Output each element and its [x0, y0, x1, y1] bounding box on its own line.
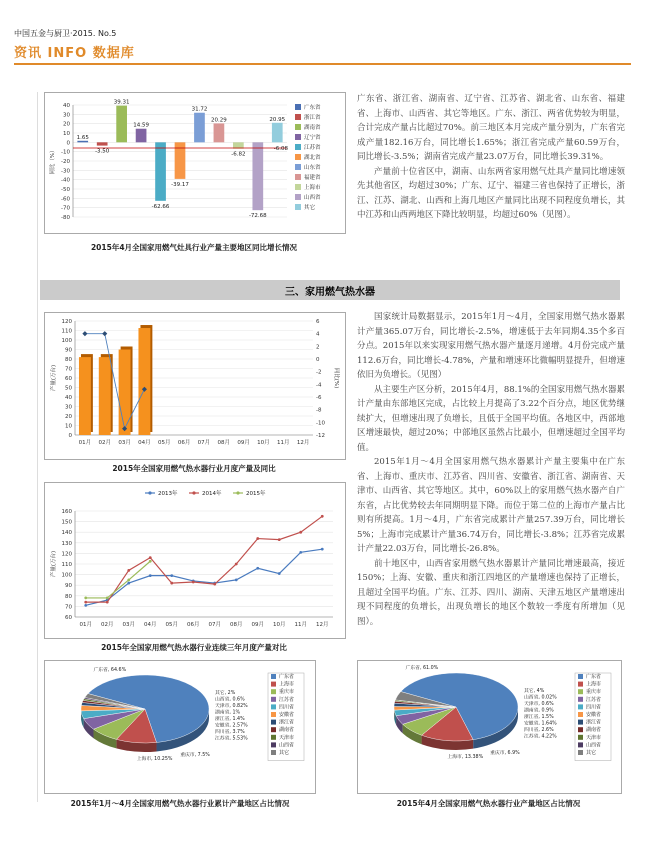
chart3-tick-label: 80	[65, 593, 72, 600]
chart2-right-tick-label: 4	[316, 331, 320, 338]
chart2-x-tick-label: 03月	[118, 440, 131, 446]
chart1-legend-label: 广东省	[304, 105, 321, 111]
header-rule	[14, 63, 631, 65]
chart2-x-tick-label: 06月	[177, 440, 191, 446]
chart3-x-tick-label: 06月	[187, 622, 200, 628]
chart2-bar	[119, 350, 131, 436]
chart5-legend-swatch	[578, 742, 583, 747]
chart4-legend-label: 湖南省	[279, 727, 295, 734]
chart3-legend-marker	[236, 491, 239, 494]
chart2-right-tick-label: -12	[316, 433, 325, 439]
chart1-tick-label: -40	[61, 177, 70, 184]
chart3-x-tick-label: 04月	[144, 622, 157, 628]
paragraph-4-text: 从主要生产区分析，2015年4月，88.1%的全国家用燃气热水器累计产量由东部地区完成，占比较上月提高了3.22个百分点，地区优势继续扩大，但增速出现了负增长，且低于全国平均值。各地区中，西部地区增速最快，超过20%；中部地区虽然占比最小，但增速超过全国平均值。	[357, 384, 625, 453]
chart3-x-tick-label: 02月	[101, 622, 114, 628]
chart3-point	[127, 579, 130, 582]
paragraph-1-text: 广东省、浙江省、湖南省、辽宁省、江苏省、湖北省、山东省、福建省、上海市、山西省、其它等地区。广东、浙江、两省优势较为明显，合计完成产量占比超过70%。前三地区本月完成产量分别为，广东省完成产量182.16万台，同比增长1.65%；浙江省完成产量60.59万台，同比增长-3.5%；湖南省完成产量23.07万台，同比增长39.31%。	[357, 94, 625, 162]
chart1-tick-label: 30	[63, 112, 70, 119]
chart5-legend-label: 重庆市	[586, 689, 602, 696]
chart2-tick-label: 110	[61, 328, 72, 335]
chart1-caption: 2015年4月全国家用燃气灶具行业产量主要地区同比增长情况	[90, 243, 298, 252]
chart2-tick-label: 20	[65, 414, 72, 420]
chart5-slice-label: 浙江省, 1.5%	[524, 715, 554, 721]
chart4-legend-label: 天津市	[279, 734, 295, 741]
chart3-point	[278, 538, 281, 541]
chart3-x-tick-label: 08月	[230, 622, 243, 628]
chart3-caption: 2015年全国家用燃气热水器行业连续三年月度产量对比	[101, 643, 287, 652]
chart3-point	[84, 601, 87, 604]
chart5-legend-label: 其它	[586, 750, 597, 756]
chart1-tick-label: 10	[63, 131, 70, 137]
chart4-legend-swatch	[271, 689, 276, 694]
chart5-slice-label: 重庆市, 6.9%	[490, 751, 520, 756]
chart2-tick-label: 30	[65, 404, 72, 411]
chart5-legend-swatch	[578, 674, 583, 679]
chart3-point	[127, 569, 130, 572]
section-title: 三、家用燃气热水器	[285, 287, 375, 298]
chart4-legend-label: 四川省	[279, 704, 295, 711]
chart5-legend-swatch	[578, 750, 583, 755]
chart4-slice-label: 山西省, 0.6%	[215, 697, 245, 703]
chart4-slice-label: 浙江省, 1.4%	[215, 717, 245, 723]
chart1-legend-label: 上海市	[304, 185, 321, 191]
chart3-point	[149, 574, 152, 577]
chart3-tick-label: 160	[61, 509, 72, 515]
chart1-value-label: -72.68	[248, 213, 267, 220]
chart1-tick-label: -70	[61, 205, 70, 212]
chart2-right-tick-label: 6	[316, 319, 320, 325]
chart5-legend-swatch	[578, 689, 583, 694]
chart1-bar	[97, 142, 108, 145]
paragraph-3-text: 国家统计局数据显示，2015年1月～4月，全国家用燃气热水器累计产量365.07万台，同比增长-2.5%，增速低于去年同期4.35个多百分点。2015年以来实现家用燃气热水器产量逐月递增。4月份完成产量112.6万台，同比增长-4.78%，产量和增速环比微幅明显提升，但增速依旧为负增长。（见图）	[357, 312, 625, 380]
chart4-caption: 2015年1月～4月全国家用燃气热水器行业累计产量地区占比情况	[70, 799, 290, 808]
chart1-tick-label: -10	[61, 149, 70, 156]
chart3-point	[299, 531, 302, 534]
chart5-slice-label: 四川省, 2.6%	[524, 728, 554, 734]
chart2-tick-label: 40	[65, 395, 72, 401]
chart1-bar	[136, 129, 147, 143]
chart5-legend-label: 四川省	[586, 704, 602, 711]
chart5-legend-swatch	[578, 704, 583, 709]
chart1-value-label: 39.31	[113, 99, 130, 106]
chart3-x-tick-label: 01月	[79, 622, 92, 628]
paragraph-2-text: 产量前十位省区中，湖南、山东两省家用燃气灶具产量同比增速领先其他省区，均超过30%；广东、辽宁、福建三省也保持了正增长，浙江、江苏、湖北、山西和上海几地区产量同比出现不同程度负增长，其中江苏和山西两地区下降比较明显，均超过60%（见图）。	[357, 166, 625, 220]
chart1-legend-label: 辽宁省	[304, 135, 321, 141]
chart3-series-line	[86, 549, 323, 605]
chart4-slice-label: 湖南省, 1%	[215, 710, 241, 716]
chart2-y-label: 产量(万台)	[51, 364, 57, 392]
chart1-value-label: 20.29	[211, 117, 227, 124]
chart4-legend-label: 广东省	[279, 674, 295, 680]
chart1-legend-label: 山西省	[304, 195, 321, 201]
chart5-slice-label: 安徽省, 1.64%	[524, 721, 557, 727]
chart1-legend-label: 江苏省	[304, 145, 321, 151]
chart3-point	[192, 581, 195, 584]
chart1-value-label: -39.17	[171, 181, 189, 188]
chart1-tick-label: 40	[63, 103, 70, 109]
chart1-legend-swatch	[295, 164, 301, 170]
chart4-legend-swatch	[271, 742, 276, 747]
chart5-legend-swatch	[578, 697, 583, 702]
paragraph-1	[357, 92, 625, 223]
chart3-tick-label: 140	[61, 530, 72, 537]
chart3-x-tick-label: 03月	[122, 622, 135, 628]
chart5-legend-swatch	[578, 720, 583, 725]
chart3-x-tick-label: 09月	[251, 622, 264, 628]
chart3-point	[149, 556, 152, 559]
chart1-legend-label: 其它	[304, 205, 316, 211]
chart3-point	[256, 537, 259, 540]
chart4-legend-swatch	[271, 712, 276, 717]
chart5-legend-label: 上海市	[586, 681, 602, 688]
chart3-x-tick-label: 05月	[165, 622, 178, 628]
chart4-slice-label: 江苏省, 5.53%	[215, 736, 248, 742]
chart2-x-tick-label: 11月	[277, 440, 290, 446]
chart5-legend-swatch	[578, 712, 583, 717]
chart3-point	[106, 601, 109, 604]
chart2-growth-point	[82, 331, 87, 336]
chart3-tick-label: 70	[65, 604, 72, 611]
chart1-bar	[155, 142, 166, 200]
margin-line	[37, 92, 38, 802]
chart3-tick-label: 150	[61, 519, 72, 526]
chart1-svg	[45, 93, 345, 233]
chart1-bar	[272, 123, 283, 143]
chart2-tick-label: 60	[65, 376, 72, 382]
chart5-slice-label: 广东省, 61.0%	[405, 666, 439, 671]
chart3-point	[321, 515, 324, 518]
chart4-legend-label: 其它	[279, 750, 290, 756]
chart2-svg	[45, 313, 345, 459]
chart1-bar	[252, 142, 263, 210]
chart1-value-label: 14.59	[133, 122, 149, 129]
chart3-point	[299, 551, 302, 554]
chart1-legend-label: 浙江省	[304, 115, 321, 121]
chart3-x-tick-label: 12月	[316, 622, 329, 628]
chart3-tick-label: 90	[65, 583, 72, 590]
chart4-legend-swatch	[271, 720, 276, 725]
chart1-value-label: 20.95	[269, 116, 286, 123]
chart1-legend-label: 湖北省	[304, 155, 321, 161]
section-bar	[40, 280, 620, 300]
chart3-point	[170, 582, 173, 585]
chart3-point	[213, 583, 216, 586]
chart5-legend-label: 安徽省	[586, 712, 602, 718]
chart2-right-tick-label: -10	[316, 420, 325, 427]
chart2-right-tick-label: -8	[316, 407, 322, 414]
chart1-value-label: -6.82	[231, 151, 246, 158]
chart1-bar	[214, 123, 225, 142]
chart3-panel	[44, 482, 346, 639]
chart3-tick-label: 130	[61, 540, 72, 547]
chart3-legend-label: 2013年	[158, 491, 178, 497]
chart1-panel	[44, 92, 346, 234]
paragraph-6-text: 前十地区中，山西省家用燃气热水器累计产量同比增速最高，接近150%；上海、安徽、重庆和浙江四地区的产量增速也保持了正增长，且超过全国平均值。广东、江苏、四川、湖南、天津五地区产量增速出现不同程度的负增长，出现负增长的地区个数较一季度有所增加（见图）。	[357, 558, 625, 627]
chart2-x-tick-label: 01月	[78, 440, 92, 446]
chart5-slice-label: 湖南省, 0.9%	[524, 708, 554, 714]
chart3-point	[235, 563, 238, 566]
chart1-tick-label: -30	[61, 168, 70, 175]
chart3-tick-label: 120	[61, 551, 72, 558]
chart3-legend-marker	[192, 491, 195, 494]
chart2-tick-label: 90	[65, 347, 72, 354]
chart1-value-label: 1.65	[76, 134, 89, 141]
chart1-legend-swatch	[295, 114, 301, 120]
chart2-right-tick-label: 0	[316, 357, 320, 363]
chart5-legend-label: 江苏省	[586, 696, 602, 703]
chart1-legend-label: 福建省	[304, 175, 321, 181]
chart1-legend-swatch	[295, 134, 301, 140]
chart4-legend-swatch	[271, 727, 276, 732]
chart4-legend-swatch	[271, 704, 276, 709]
chart4-slice-label: 四川省, 3.7%	[215, 730, 245, 736]
chart5-legend-swatch	[578, 682, 583, 687]
chart1-legend-swatch	[295, 204, 301, 210]
chart5-slice-label: 江苏省, 4.22%	[524, 734, 557, 740]
chart1-value-label: -3.50	[95, 148, 110, 155]
chart2-tick-label: 50	[65, 385, 72, 392]
chart2-tick-label: 80	[65, 357, 72, 363]
chart2-bar	[79, 357, 91, 435]
chart4-legend-label: 山西省	[279, 742, 295, 749]
chart2-tick-label: 120	[61, 319, 72, 325]
chart3-point	[321, 548, 324, 551]
chart1-legend-swatch	[295, 104, 301, 110]
chart3-legend-label: 2014年	[202, 491, 222, 497]
chart3-point	[149, 560, 152, 563]
chart1-legend-label: 山东省	[304, 165, 321, 171]
chart3-tick-label: 100	[61, 572, 72, 579]
chart3-svg	[45, 483, 345, 638]
chart4-legend-swatch	[271, 674, 276, 679]
chart5-slice-label: 上海市, 13.38%	[447, 755, 484, 760]
chart4-legend-label: 浙江省	[279, 719, 295, 726]
chart5-slice-label: 其它, 4%	[524, 689, 545, 695]
chart2-right-tick-label: -6	[316, 395, 322, 401]
chart2-x-tick-label: 02月	[98, 440, 111, 446]
chart3-y-label: 产量(万台)	[51, 550, 57, 578]
chart5-caption: 2015年4月全国家用燃气热水器行业产量地区占比情况	[396, 799, 581, 808]
chart1-tick-label: -60	[61, 196, 70, 203]
chart1-legend-label: 湖南省	[304, 125, 321, 131]
journal-header: 中国五金与厨卫·2015. No.5	[14, 29, 117, 38]
chart1-legend-swatch	[295, 154, 301, 160]
chart4-legend-swatch	[271, 682, 276, 687]
section-header: 资讯 INFO 数据库	[14, 46, 135, 61]
chart1-legend-swatch	[295, 174, 301, 180]
chart2-x-tick-label: 05月	[158, 440, 171, 446]
chart1-legend-swatch	[295, 184, 301, 190]
chart5-legend-label: 天津市	[586, 734, 602, 741]
chart5-legend-label: 山西省	[586, 742, 602, 749]
chart1-value-label: 31.72	[191, 106, 208, 113]
chart2-x-tick-label: 12月	[296, 440, 310, 446]
chart2-tick-label: 100	[61, 338, 72, 344]
chart2-growth-point	[102, 331, 107, 336]
chart3-x-tick-label: 07月	[208, 622, 221, 628]
chart3-point	[106, 597, 109, 600]
chart3-tick-label: 110	[61, 562, 72, 568]
chart5-slice-label: 天津市, 0.6%	[524, 702, 554, 708]
chart2-x-tick-label: 10月	[257, 440, 270, 446]
chart4-slice-label: 重庆市, 7.5%	[180, 753, 210, 758]
chart4-panel	[44, 660, 316, 794]
chart4-svg	[45, 661, 315, 793]
chart1-tick-label: 0	[66, 140, 70, 147]
chart5-svg	[358, 661, 621, 793]
chart2-bar	[99, 357, 111, 435]
chart4-slice-label: 天津市, 0.82%	[215, 704, 248, 710]
chart2-tick-label: 10	[65, 423, 72, 430]
chart4-legend-swatch	[271, 750, 276, 755]
chart2-right-tick-label: 2	[316, 344, 320, 351]
chart3-point	[278, 572, 281, 575]
chart1-y-label: 同比（%）	[50, 147, 56, 175]
chart4-legend-swatch	[271, 735, 276, 740]
chart1-value-label: -62.66	[151, 203, 170, 210]
chart2-x-tick-label: 08月	[217, 440, 230, 446]
chart1-bar	[77, 141, 88, 143]
chart3-point	[170, 574, 173, 577]
chart3-point	[84, 597, 87, 600]
chart1-legend-swatch	[295, 194, 301, 200]
chart4-legend-label: 江苏省	[279, 696, 295, 703]
chart3-point	[235, 579, 238, 582]
chart3-point	[84, 604, 87, 607]
chart2-caption: 2015年全国家用燃气热水器行业月度产量及同比	[112, 464, 276, 473]
chart4-slice-label: 安徽省, 2.57%	[215, 723, 248, 729]
paragraph-block-2	[357, 310, 625, 629]
chart3-point	[127, 582, 130, 585]
chart5-panel	[357, 660, 622, 794]
chart2-bar	[138, 328, 150, 435]
chart5-legend-swatch	[578, 735, 583, 740]
chart2-x-tick-label: 09月	[237, 440, 250, 446]
chart1-legend-swatch	[295, 124, 301, 130]
chart4-slice-label: 广东省, 64.6%	[93, 668, 127, 673]
chart5-legend-swatch	[578, 727, 583, 732]
chart1-tick-label: -50	[61, 187, 70, 193]
chart3-legend-label: 2015年	[246, 491, 266, 497]
chart1-legend-swatch	[295, 144, 301, 150]
chart1-tick-label: -20	[61, 159, 70, 165]
chart3-point	[256, 567, 259, 570]
chart2-tick-label: 0	[68, 433, 72, 439]
chart2-right-tick-label: -2	[316, 369, 322, 376]
chart5-legend-label: 广东省	[586, 674, 602, 680]
chart5-legend-label: 湖南省	[586, 727, 602, 734]
chart1-tick-label: 20	[63, 121, 70, 128]
chart2-right-tick-label: -4	[316, 382, 322, 389]
chart4-legend-label: 上海市	[279, 681, 295, 688]
chart4-legend-label: 安徽省	[279, 712, 295, 718]
chart2-y2-label: 同比(%)	[333, 367, 339, 389]
chart1-tick-label: -80	[61, 215, 70, 221]
chart3-x-tick-label: 11月	[294, 622, 307, 628]
chart2-panel	[44, 312, 346, 460]
chart5-legend-label: 浙江省	[586, 719, 602, 726]
chart3-x-tick-label: 10月	[273, 622, 286, 628]
chart4-legend-label: 重庆市	[279, 689, 295, 696]
chart2-growth-line	[85, 334, 144, 429]
chart4-legend-swatch	[271, 697, 276, 702]
chart1-bar	[194, 113, 205, 143]
chart3-legend-marker	[148, 491, 151, 494]
chart5-slice-label: 山西省, 0.02%	[524, 695, 557, 701]
chart2-x-tick-label: 07月	[197, 440, 211, 446]
chart4-slice-label: 其它, 2%	[215, 691, 236, 697]
chart1-average-label: -6.08	[273, 146, 288, 153]
chart4-slice-label: 上海市, 10.25%	[136, 757, 173, 762]
chart1-bar	[116, 106, 127, 143]
chart2-tick-label: 70	[65, 366, 72, 373]
chart3-tick-label: 60	[65, 615, 72, 621]
chart2-x-tick-label: 04月	[138, 440, 151, 446]
paragraph-5-text: 2015年1月～4月全国家用燃气热水器累计产量主要集中在广东省、上海市、重庆市、江苏省、四川省、安徽省、浙江省、湖南省、天津市、山西省、其它等地区。其中，60%以上的家用燃气热水器产自广东省，占比优势较去年同期明显下降。而位于第二位的上海市产量占比则有所提高。1月～4月，广东省完成累计产量257.39万台，同比增长5%；上海市完成累计产量36.74万台，同比增长-3.8%；江苏省完成累计产量22.03万台，同比增长-26.8%。	[357, 457, 625, 554]
